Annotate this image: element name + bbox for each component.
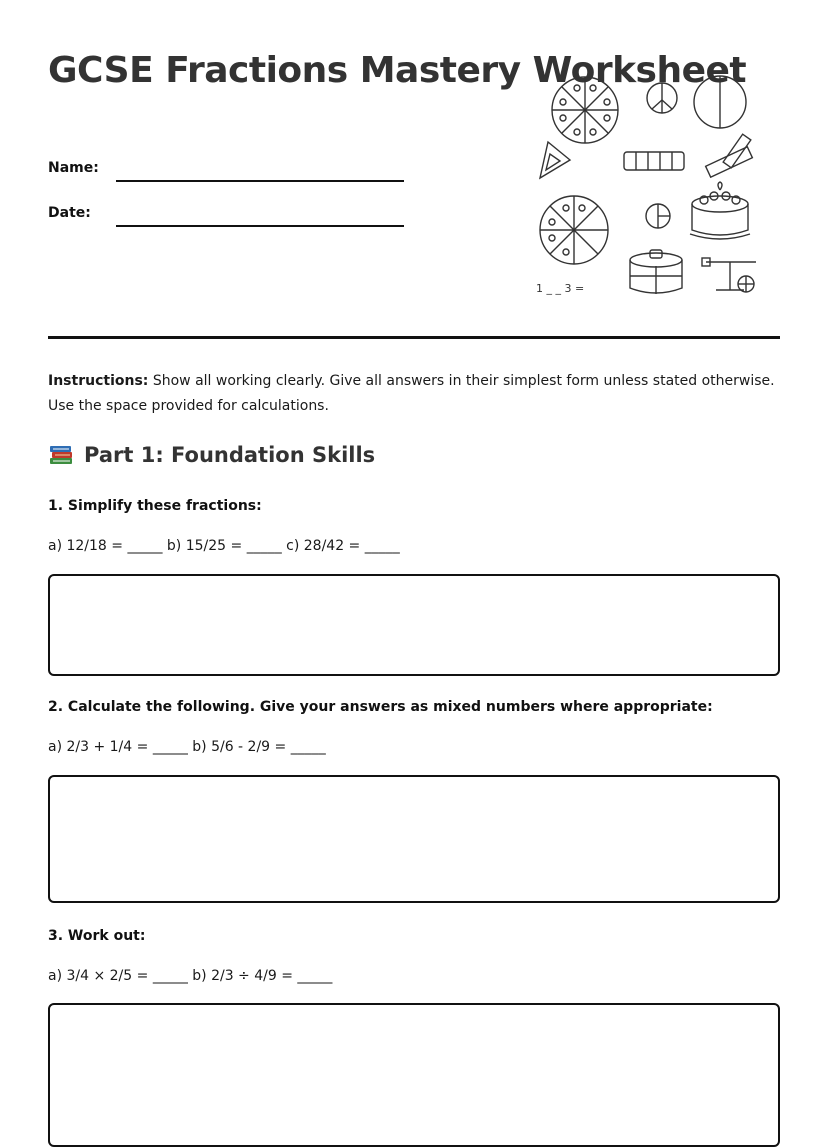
question-1-answer-box[interactable] (48, 574, 780, 676)
pie-chart-icon (552, 77, 618, 143)
question-3-parts: a) 3/4 × 2/5 = _____ b) 2/3 ÷ 4/9 = _____ (48, 968, 333, 984)
half-circle-icon (694, 76, 746, 128)
part-1-heading (48, 442, 375, 468)
books-icon (48, 442, 74, 468)
cake-icon (690, 182, 750, 239)
name-label: Name: (48, 160, 99, 176)
date-label: Date: (48, 205, 91, 221)
question-1-parts: a) 12/18 = _____ b) 15/25 = _____ c) 28/42 = _____ (48, 538, 400, 554)
header-divider (48, 336, 780, 339)
date-line (116, 225, 404, 227)
bar-model-icon (624, 152, 684, 170)
name-line (116, 180, 404, 182)
ruler-icon (706, 134, 753, 177)
part-1-title: Part 1: Foundation Skills (84, 443, 376, 467)
question-3-answer-box[interactable] (48, 1003, 780, 1147)
question-2-answer-box[interactable] (48, 775, 780, 903)
question-2-title: 2. Calculate the following. Give your answers as mixed numbers where appropriate: (48, 699, 713, 715)
fraction-illustration (534, 70, 758, 302)
instructions-text: Show all working clearly. Give all answers in their simplest form unless stated otherwise. Use the space provided for calculations. (48, 373, 775, 414)
pie-chart-icon-2 (540, 196, 608, 264)
container-icon (630, 250, 682, 294)
question-1-title: 1. Simplify these fractions: (48, 498, 262, 514)
equation-text: 1 _ _ 3 = (536, 282, 585, 295)
balance-scale-icon (702, 258, 756, 292)
instructions-lead: Instructions: (48, 373, 149, 389)
quarter-circle-icon (646, 204, 670, 228)
worksheet-title: GCSE Fractions Mastery Worksheet (48, 50, 747, 91)
question-3-title: 3. Work out: (48, 928, 146, 944)
set-square-icon (540, 142, 570, 178)
question-2-parts: a) 2/3 + 1/4 = _____ b) 5/6 - 2/9 = _____ (48, 739, 326, 755)
fraction-circle-icon (647, 83, 677, 113)
instructions (48, 369, 780, 419)
